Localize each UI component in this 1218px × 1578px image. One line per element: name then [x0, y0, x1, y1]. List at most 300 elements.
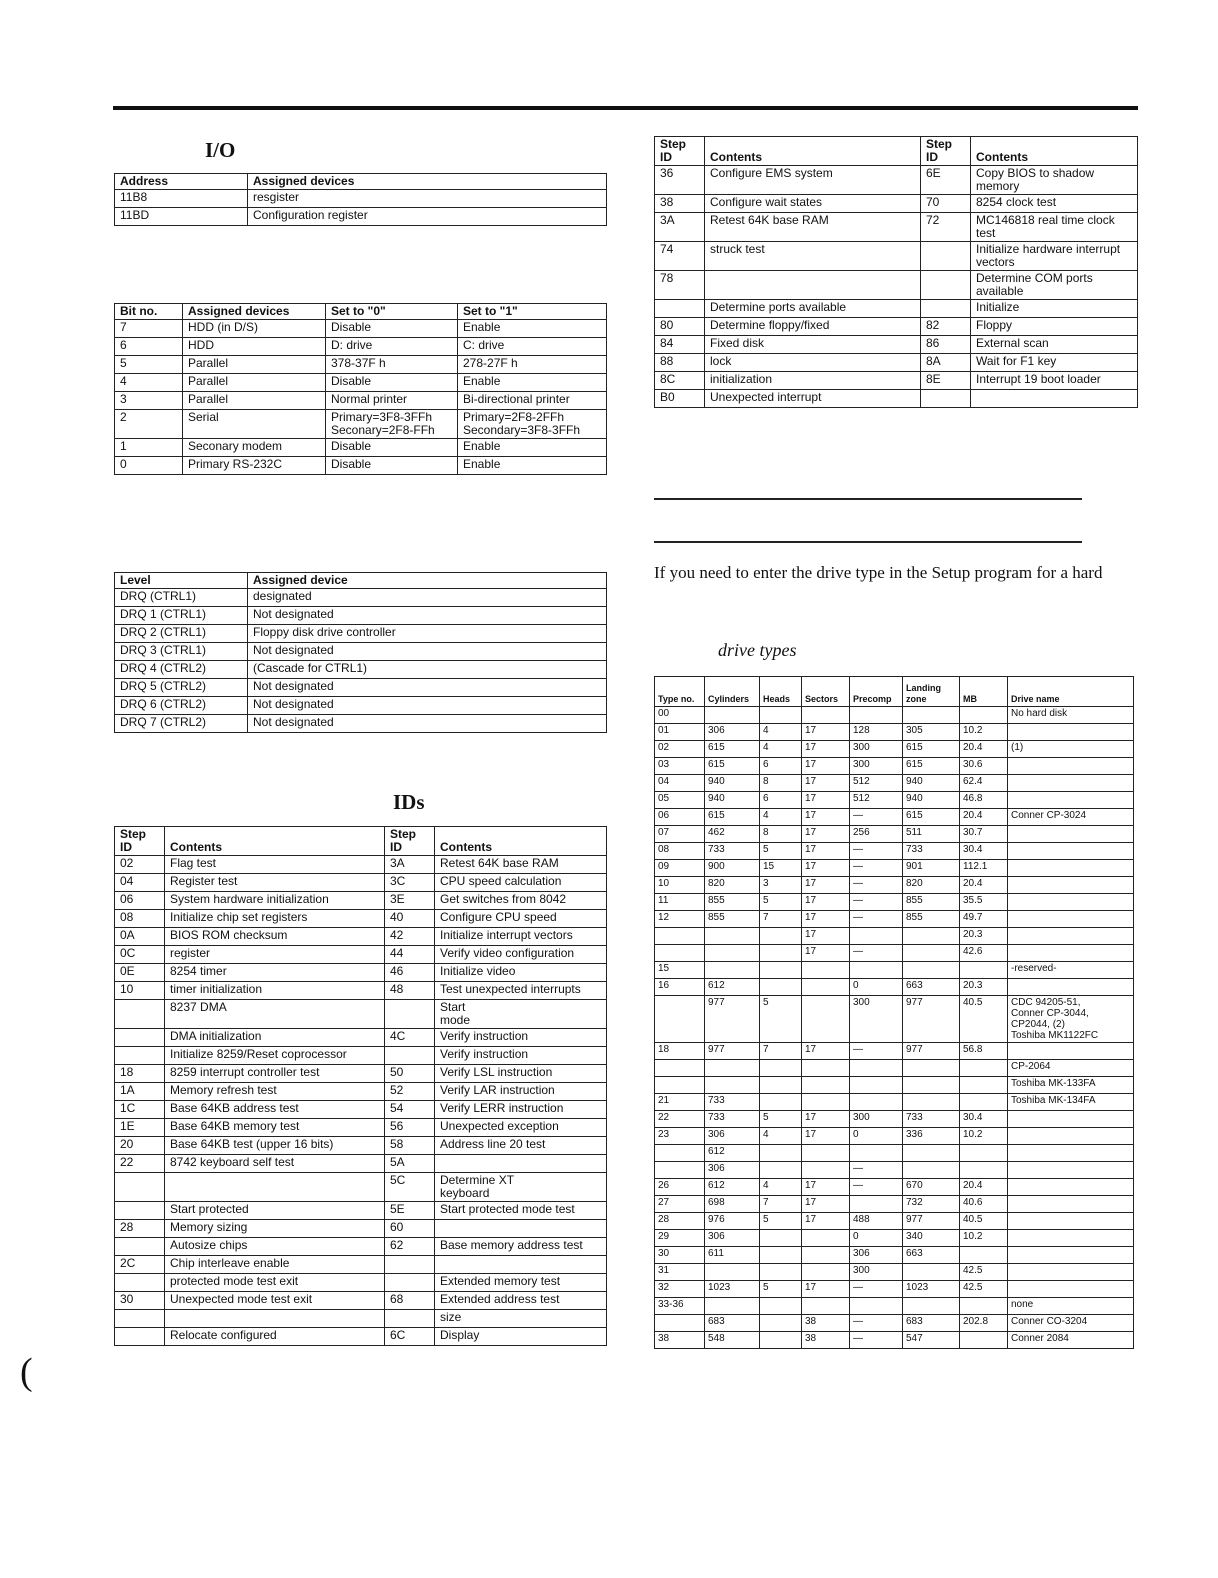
table-cell: 488	[850, 1213, 903, 1230]
table-cell: Normal printer	[326, 392, 458, 410]
heading-ids: IDs	[393, 790, 425, 814]
table-row	[655, 1077, 1134, 1094]
table-cell	[655, 300, 705, 318]
table-cell	[115, 1202, 165, 1220]
table-cell: 0	[850, 1128, 903, 1145]
table-row	[115, 1083, 607, 1101]
table-row	[655, 1128, 1134, 1145]
table-cell: 3C	[385, 874, 435, 892]
table-cell: 615	[903, 758, 960, 775]
table-cell	[1008, 843, 1134, 860]
table-cell	[115, 1310, 165, 1328]
table-cell	[850, 1145, 903, 1162]
table-cell: —	[850, 809, 903, 826]
table-cell: 20.4	[960, 1179, 1008, 1196]
table-cell: 1A	[115, 1083, 165, 1101]
table-row	[115, 1029, 607, 1047]
table-cell	[1008, 1128, 1134, 1145]
table-cell: 278-27F h	[458, 356, 607, 374]
table-cell: Conner CO-3204	[1008, 1315, 1134, 1332]
table-cell	[705, 1298, 760, 1315]
table-cell: 4	[760, 809, 802, 826]
col-header: Step ID	[921, 137, 971, 166]
table-cell: 40.6	[960, 1196, 1008, 1213]
table-cell: DRQ 4 (CTRL2)	[115, 661, 248, 679]
table-cell: 42	[385, 928, 435, 946]
col-header: Contents	[165, 827, 385, 856]
table-cell	[760, 945, 802, 962]
table-cell: 8E	[921, 372, 971, 390]
table-cell: 17	[802, 860, 850, 877]
table-cell: 11BD	[115, 208, 248, 226]
table-row	[115, 1274, 607, 1292]
table-cell: Wait for F1 key	[971, 354, 1138, 372]
table-cell: 855	[705, 911, 760, 928]
table-cell: 17	[802, 1128, 850, 1145]
table-row	[115, 356, 607, 374]
table-cell: 15	[760, 860, 802, 877]
table-cell: MC146818 real time clock test	[971, 213, 1138, 242]
table-row	[655, 809, 1134, 826]
table-cell: Retest 64K base RAM	[435, 856, 607, 874]
table-cell: —	[850, 843, 903, 860]
io-address-table	[114, 173, 607, 226]
table-cell	[760, 1315, 802, 1332]
table-cell	[165, 1173, 385, 1202]
table-cell: 17	[802, 792, 850, 809]
table-row	[655, 1315, 1134, 1332]
table-cell: 1C	[115, 1101, 165, 1119]
table-cell: 04	[655, 775, 705, 792]
table-cell: 11	[655, 894, 705, 911]
table-cell: 17	[802, 843, 850, 860]
table-cell: 30.7	[960, 826, 1008, 843]
table-cell	[971, 390, 1138, 408]
table-cell: 54	[385, 1101, 435, 1119]
table-cell: 17	[802, 1196, 850, 1213]
table-row	[115, 1119, 607, 1137]
table-cell	[385, 1310, 435, 1328]
table-cell: Not designated	[248, 643, 607, 661]
table-cell: 612	[705, 979, 760, 996]
step-id-table-left	[114, 826, 607, 1346]
table-cell: 86	[921, 336, 971, 354]
table-cell: 3	[115, 392, 183, 410]
table-cell	[1008, 911, 1134, 928]
table-cell	[115, 1047, 165, 1065]
table-cell: Initialize 8259/Reset coprocessor	[165, 1047, 385, 1065]
table-cell: 20.4	[960, 877, 1008, 894]
table-cell: Relocate configured	[165, 1328, 385, 1346]
table-cell: Disable	[326, 439, 458, 457]
table-row	[115, 1310, 607, 1328]
table-cell	[705, 707, 760, 724]
table-cell: 4	[760, 741, 802, 758]
table-cell: 3	[760, 877, 802, 894]
table-cell: BIOS ROM checksum	[165, 928, 385, 946]
table-cell	[760, 1060, 802, 1077]
table-cell: 17	[802, 945, 850, 962]
table-cell: 306	[850, 1247, 903, 1264]
table-cell: 72	[921, 213, 971, 242]
table-cell: 30.4	[960, 1111, 1008, 1128]
table-cell: Initialize video	[435, 964, 607, 982]
table-row	[655, 1332, 1134, 1349]
table-cell	[850, 928, 903, 945]
table-row	[115, 1137, 607, 1155]
table-cell: 256	[850, 826, 903, 843]
table-cell: 300	[850, 1111, 903, 1128]
table-row	[655, 354, 1138, 372]
table-cell: Not designated	[248, 607, 607, 625]
table-cell: 04	[115, 874, 165, 892]
table-cell: 976	[705, 1213, 760, 1230]
table-cell: 1023	[903, 1281, 960, 1298]
table-cell: 3E	[385, 892, 435, 910]
table-cell	[165, 1310, 385, 1328]
table-cell: Memory refresh test	[165, 1083, 385, 1101]
table-cell	[115, 1274, 165, 1292]
table-cell: 615	[705, 758, 760, 775]
table-cell	[1008, 1247, 1134, 1264]
table-row	[655, 826, 1134, 843]
table-cell: 615	[705, 741, 760, 758]
table-cell: 4C	[385, 1029, 435, 1047]
table-cell: 512	[850, 775, 903, 792]
table-row	[655, 1230, 1134, 1247]
table-cell	[921, 271, 971, 300]
table-cell	[655, 1077, 705, 1094]
table-cell	[1008, 1145, 1134, 1162]
table-cell: 28	[655, 1213, 705, 1230]
table-cell: 09	[655, 860, 705, 877]
table-cell: Base 64KB memory test	[165, 1119, 385, 1137]
table-cell: 10	[655, 877, 705, 894]
table-cell: 612	[705, 1145, 760, 1162]
table-cell: Start protected	[165, 1202, 385, 1220]
col-header: Address	[115, 174, 248, 190]
table-cell: 27	[655, 1196, 705, 1213]
table-cell: —	[850, 1332, 903, 1349]
table-cell: 0C	[115, 946, 165, 964]
table-cell: 06	[115, 892, 165, 910]
table-cell	[850, 1196, 903, 1213]
table-cell: 02	[655, 741, 705, 758]
table-cell: System hardware initialization	[165, 892, 385, 910]
col-header: Assigned devices	[248, 174, 607, 190]
table-row	[655, 877, 1134, 894]
table-cell: 06	[655, 809, 705, 826]
table-cell: 511	[903, 826, 960, 843]
table-cell: 8	[760, 826, 802, 843]
table-cell: 663	[903, 979, 960, 996]
table-cell: DRQ 6 (CTRL2)	[115, 697, 248, 715]
table-cell: designated	[248, 589, 607, 607]
table-cell: 08	[655, 843, 705, 860]
table-cell	[655, 996, 705, 1043]
table-cell: 733	[705, 1111, 760, 1128]
table-row	[115, 410, 607, 439]
table-cell: 1	[115, 439, 183, 457]
table-cell: Verify LAR instruction	[435, 1083, 607, 1101]
table-cell: 4	[760, 1128, 802, 1145]
table-cell: struck test	[705, 242, 921, 271]
table-cell: External scan	[971, 336, 1138, 354]
table-cell: —	[850, 877, 903, 894]
table-cell	[435, 1220, 607, 1238]
table-cell: 16	[655, 979, 705, 996]
table-row	[115, 320, 607, 338]
table-cell: 68	[385, 1292, 435, 1310]
table-cell: 38	[802, 1315, 850, 1332]
table-row	[115, 374, 607, 392]
table-cell: Toshiba MK-133FA	[1008, 1077, 1134, 1094]
col-header: Set to "1"	[458, 304, 607, 320]
table-cell: 22	[655, 1111, 705, 1128]
table-row	[655, 1281, 1134, 1298]
table-row	[115, 1328, 607, 1346]
table-cell: CDC 94205-51, Conner CP-3044, CP2044, (2) Toshiba MK1122FC	[1008, 996, 1134, 1043]
table-cell: Disable	[326, 374, 458, 392]
table-row	[655, 372, 1138, 390]
table-cell: initialization	[705, 372, 921, 390]
table-row	[655, 707, 1134, 724]
table-row	[655, 1179, 1134, 1196]
table-row	[115, 1000, 607, 1029]
table-row	[655, 300, 1138, 318]
table-cell: 462	[705, 826, 760, 843]
table-cell: 18	[115, 1065, 165, 1083]
table-row	[655, 894, 1134, 911]
table-cell: 42.5	[960, 1281, 1008, 1298]
table-cell: 300	[850, 741, 903, 758]
table-row	[655, 1162, 1134, 1179]
section-rule	[654, 541, 1082, 543]
table-cell: DRQ 5 (CTRL2)	[115, 679, 248, 697]
table-cell: 4	[115, 374, 183, 392]
table-row	[115, 874, 607, 892]
table-cell	[1008, 792, 1134, 809]
col-header: Step ID	[655, 137, 705, 166]
table-cell	[802, 1247, 850, 1264]
col-header: Set to "0"	[326, 304, 458, 320]
table-cell	[655, 1162, 705, 1179]
table-cell	[435, 1155, 607, 1173]
table-cell: 17	[802, 928, 850, 945]
table-cell	[760, 1230, 802, 1247]
table-cell: D: drive	[326, 338, 458, 356]
table-cell: 00	[655, 707, 705, 724]
table-cell: Not designated	[248, 715, 607, 733]
table-cell: Copy BIOS to shadow memory	[971, 166, 1138, 195]
table-cell: 306	[705, 1162, 760, 1179]
table-cell	[960, 962, 1008, 979]
table-cell: 548	[705, 1332, 760, 1349]
table-cell: protected mode test exit	[165, 1274, 385, 1292]
table-row	[655, 318, 1138, 336]
col-header: Contents	[435, 827, 607, 856]
table-row	[115, 625, 607, 643]
table-cell: 20.4	[960, 809, 1008, 826]
table-cell: 732	[903, 1196, 960, 1213]
table-cell: 5A	[385, 1155, 435, 1173]
table-cell	[705, 271, 921, 300]
table-row	[655, 1094, 1134, 1111]
table-cell: 38	[655, 195, 705, 213]
table-cell: 611	[705, 1247, 760, 1264]
table-cell: 74	[655, 242, 705, 271]
table-cell: 977	[705, 996, 760, 1043]
table-cell: 12	[655, 911, 705, 928]
table-cell: 0	[850, 979, 903, 996]
table-row	[115, 928, 607, 946]
table-cell: 5C	[385, 1173, 435, 1202]
table-cell: register	[165, 946, 385, 964]
table-cell: 5	[760, 1111, 802, 1128]
table-cell: —	[850, 1162, 903, 1179]
table-cell: Determine XT keyboard	[435, 1173, 607, 1202]
drive-types-table	[654, 676, 1134, 1349]
table-row	[655, 336, 1138, 354]
table-cell: Determine ports available	[705, 300, 921, 318]
table-cell: 46.8	[960, 792, 1008, 809]
table-cell: 977	[903, 1213, 960, 1230]
table-cell: 547	[903, 1332, 960, 1349]
table-cell: 306	[705, 724, 760, 741]
table-cell: Memory sizing	[165, 1220, 385, 1238]
table-cell: 940	[705, 792, 760, 809]
table-cell: CPU speed calculation	[435, 874, 607, 892]
table-cell: DRQ 2 (CTRL1)	[115, 625, 248, 643]
table-row	[115, 643, 607, 661]
table-cell: 128	[850, 724, 903, 741]
table-cell: 5	[760, 1213, 802, 1230]
table-cell: 10.2	[960, 1230, 1008, 1247]
col-header: Precomp	[850, 677, 903, 707]
table-cell: 3A	[385, 856, 435, 874]
table-cell: DMA initialization	[165, 1029, 385, 1047]
table-cell: 733	[705, 843, 760, 860]
table-cell: 17	[802, 758, 850, 775]
table-cell	[850, 1077, 903, 1094]
table-cell: HDD	[183, 338, 326, 356]
table-cell	[850, 1298, 903, 1315]
heading-io: I/O	[205, 138, 236, 162]
table-cell	[903, 945, 960, 962]
table-cell: Parallel	[183, 392, 326, 410]
table-cell: 977	[705, 1043, 760, 1060]
table-cell: 17	[802, 1043, 850, 1060]
table-cell	[960, 1094, 1008, 1111]
table-cell: 8	[760, 775, 802, 792]
table-cell: 615	[705, 809, 760, 826]
table-cell: none	[1008, 1298, 1134, 1315]
col-header: Type no.	[655, 677, 705, 707]
table-row	[115, 1047, 607, 1065]
table-row	[115, 392, 607, 410]
table-cell: 17	[802, 911, 850, 928]
table-cell: CP-2064	[1008, 1060, 1134, 1077]
table-row	[115, 1220, 607, 1238]
table-cell: 6	[760, 792, 802, 809]
table-cell: Verify instruction	[435, 1047, 607, 1065]
table-row	[655, 195, 1138, 213]
table-cell: 7	[760, 1043, 802, 1060]
table-cell	[1008, 724, 1134, 741]
table-cell	[850, 962, 903, 979]
table-cell	[760, 979, 802, 996]
table-cell	[802, 979, 850, 996]
table-cell: 663	[903, 1247, 960, 1264]
heading-drive-types: drive types	[718, 640, 797, 660]
table-row	[655, 979, 1134, 996]
table-cell: lock	[705, 354, 921, 372]
table-cell: 202.8	[960, 1315, 1008, 1332]
table-cell: 6	[760, 758, 802, 775]
table-cell: 17	[802, 894, 850, 911]
table-cell: Conner CP-3024	[1008, 809, 1134, 826]
table-cell: 17	[802, 775, 850, 792]
table-row	[655, 242, 1138, 271]
table-cell: 17	[802, 1281, 850, 1298]
top-rule	[113, 106, 1138, 110]
table-cell	[802, 1264, 850, 1281]
table-cell: 0	[115, 457, 183, 475]
table-cell	[903, 1162, 960, 1179]
table-cell: Start mode	[435, 1000, 607, 1029]
table-cell: 17	[802, 877, 850, 894]
table-cell	[802, 996, 850, 1043]
table-cell: (1)	[1008, 741, 1134, 758]
table-cell: 11B8	[115, 190, 248, 208]
table-row	[115, 1173, 607, 1202]
table-cell: 615	[903, 741, 960, 758]
table-cell: 336	[903, 1128, 960, 1145]
table-cell: 17	[802, 724, 850, 741]
table-cell: C: drive	[458, 338, 607, 356]
table-cell: 60	[385, 1220, 435, 1238]
table-cell: 1E	[115, 1119, 165, 1137]
table-cell: 698	[705, 1196, 760, 1213]
section-rule	[654, 498, 1082, 500]
table-row	[115, 856, 607, 874]
table-row	[115, 607, 607, 625]
table-cell: 2	[115, 410, 183, 439]
table-cell: 2C	[115, 1256, 165, 1274]
table-row	[115, 1238, 607, 1256]
table-cell: 820	[903, 877, 960, 894]
table-cell: 20.4	[960, 741, 1008, 758]
table-cell	[1008, 1179, 1134, 1196]
table-cell: 977	[903, 996, 960, 1043]
table-row	[655, 1247, 1134, 1264]
table-cell	[1008, 1162, 1134, 1179]
table-cell	[960, 1162, 1008, 1179]
table-row	[115, 679, 607, 697]
table-cell	[705, 962, 760, 979]
table-cell: Disable	[326, 320, 458, 338]
table-cell: DRQ 1 (CTRL1)	[115, 607, 248, 625]
table-cell: 40.5	[960, 1213, 1008, 1230]
table-cell: 31	[655, 1264, 705, 1281]
table-cell: 5E	[385, 1202, 435, 1220]
table-cell: 01	[655, 724, 705, 741]
table-cell: 07	[655, 826, 705, 843]
table-row	[655, 741, 1134, 758]
table-cell: Verify video configuration	[435, 946, 607, 964]
table-cell: 5	[760, 996, 802, 1043]
table-row	[655, 843, 1134, 860]
